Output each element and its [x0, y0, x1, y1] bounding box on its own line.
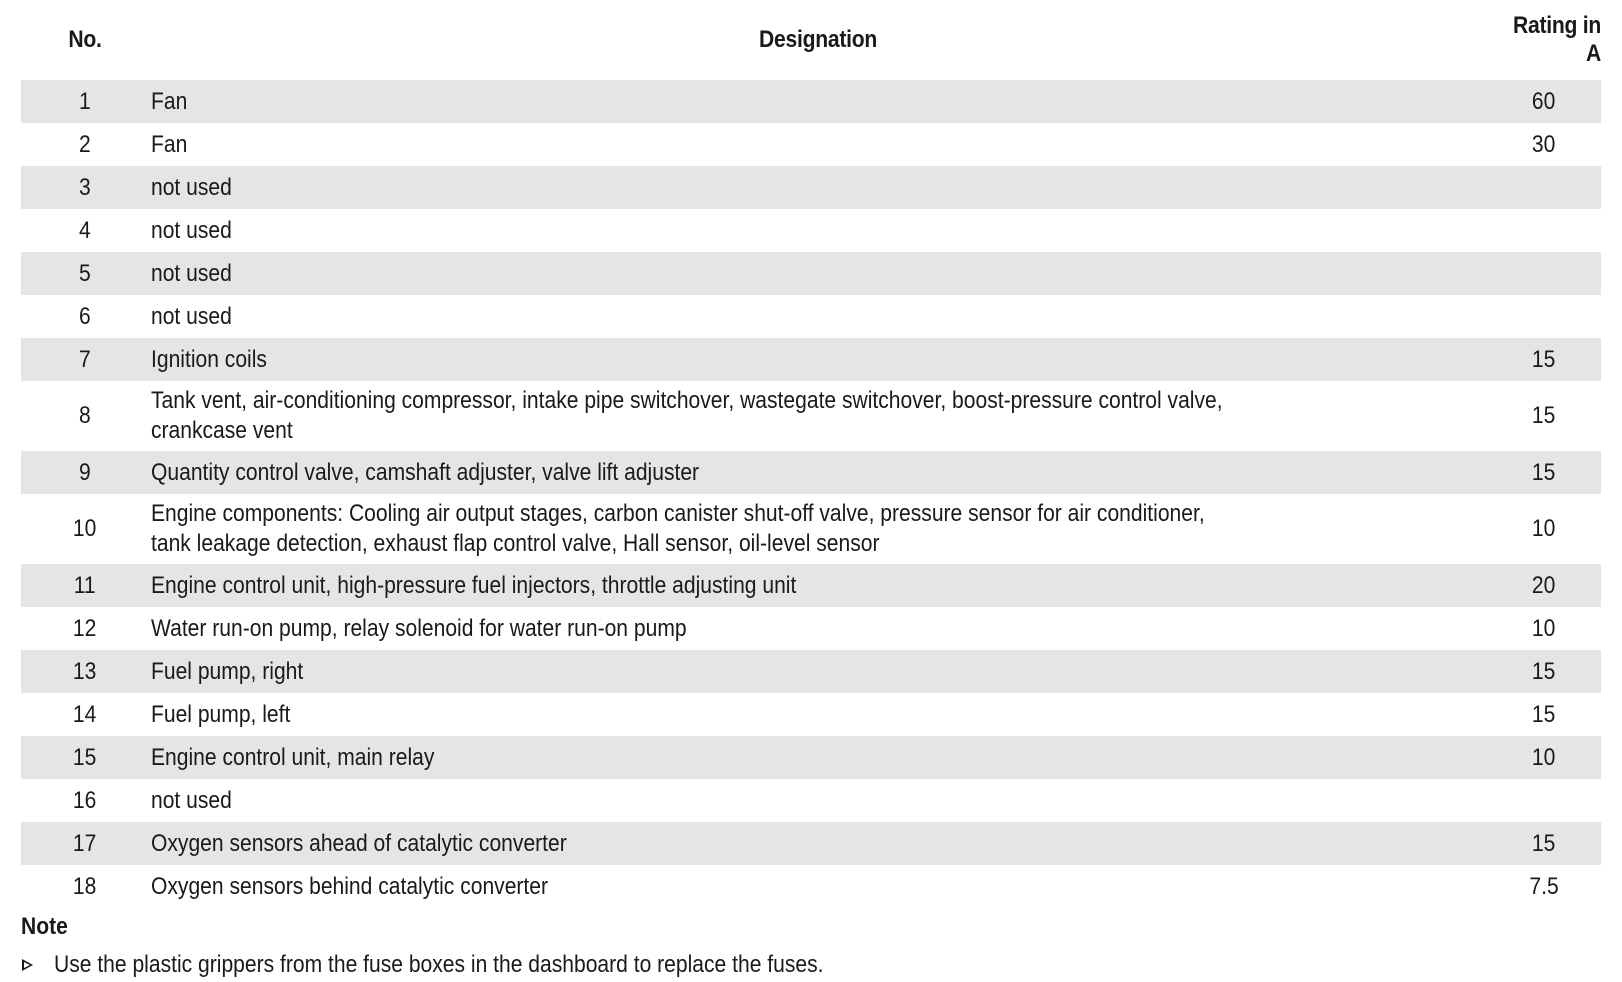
fuse-number: 12: [73, 614, 97, 642]
fuse-designation: Oxygen sensors ahead of catalytic converter: [151, 829, 567, 857]
fuse-designation: not used: [151, 786, 232, 814]
fuse-rating: 7.5: [1529, 872, 1559, 900]
table-body: [21, 80, 1601, 908]
note-text: Use the plastic grippers from the fuse boxes in the dashboard to replace the fuses.: [54, 951, 824, 978]
fuse-rating: 15: [1532, 402, 1556, 429]
fuse-number: 3: [79, 173, 91, 201]
fuse-rating: 10: [1532, 515, 1556, 542]
note-item: [21, 950, 1521, 980]
fuse-number: 13: [73, 657, 97, 685]
fuse-number: 8: [79, 402, 91, 429]
table-row: [21, 338, 1601, 381]
table-row: [21, 650, 1601, 693]
fuse-designation: Ignition coils: [151, 345, 267, 373]
fuse-number: 4: [79, 216, 91, 244]
table-row: [21, 564, 1601, 607]
fuse-designation: Quantity control valve, camshaft adjuster, valve lift adjuster: [151, 458, 700, 486]
fuse-designation-line-2: crankcase vent: [151, 417, 293, 444]
fuse-designation: Water run-on pump, relay solenoid for water run-on pump: [151, 614, 687, 642]
fuse-designation: not used: [151, 302, 232, 330]
note-section: [21, 912, 1521, 980]
fuse-rating: 15: [1532, 458, 1556, 486]
header-designation: Designation: [759, 26, 877, 53]
fuse-designation: not used: [151, 259, 232, 287]
fuse-number: 17: [73, 829, 97, 857]
table-row: [21, 693, 1601, 736]
table-row: [21, 736, 1601, 779]
fuse-rating: 60: [1532, 87, 1556, 115]
fuse-table: [21, 0, 1601, 908]
fuse-number: 16: [73, 786, 97, 814]
fuse-rating: 15: [1532, 345, 1556, 373]
fuse-designation: Oxygen sensors behind catalytic converter: [151, 872, 549, 900]
fuse-designation: Fan: [151, 87, 188, 115]
fuse-number: 15: [73, 743, 97, 771]
fuse-rating: 15: [1532, 829, 1556, 857]
fuse-designation-line-1: Engine components: Cooling air output stages, carbon canister shut-off valve, pressure sensor for air conditioner,: [151, 500, 1205, 527]
table-row: [21, 494, 1601, 564]
table-row: [21, 209, 1601, 252]
fuse-number: 11: [74, 571, 96, 599]
fuse-designation: Engine control unit, main relay: [151, 743, 435, 771]
table-row: [21, 252, 1601, 295]
fuse-designation: not used: [151, 173, 232, 201]
table-row: [21, 607, 1601, 650]
triangle-right-outline-icon: [22, 959, 33, 971]
fuse-rating: 10: [1532, 743, 1556, 771]
fuse-designation: Fuel pump, left: [151, 700, 291, 728]
fuse-number: 9: [79, 458, 91, 486]
note-title: Note: [21, 913, 68, 940]
header-rating: Rating in A: [1513, 12, 1601, 67]
fuse-number: 7: [79, 345, 91, 373]
table-row: [21, 123, 1601, 166]
fuse-designation: Engine control unit, high-pressure fuel injectors, throttle adjusting unit: [151, 571, 797, 599]
table-row: [21, 779, 1601, 822]
table-row: [21, 80, 1601, 123]
fuse-number: 5: [79, 259, 91, 287]
fuse-designation: Fan: [151, 130, 188, 158]
fuse-number: 6: [79, 302, 91, 330]
fuse-designation-line-1: Tank vent, air-conditioning compressor, intake pipe switchover, wastegate switchover, boost-pressure control valve,: [151, 387, 1223, 414]
table-header: [21, 0, 1601, 80]
fuse-rating: 30: [1532, 130, 1556, 158]
fuse-table-page: [21, 0, 1601, 908]
fuse-rating: 20: [1532, 571, 1556, 599]
table-row: [21, 865, 1601, 908]
fuse-designation: Fuel pump, right: [151, 657, 304, 685]
header-no: No.: [68, 26, 102, 53]
fuse-number: 14: [73, 700, 97, 728]
fuse-number: 10: [73, 515, 97, 542]
fuse-designation-line-2: tank leakage detection, exhaust flap control valve, Hall sensor, oil-level sensor: [151, 530, 880, 557]
table-row: [21, 295, 1601, 338]
table-row: [21, 451, 1601, 494]
table-row: [21, 822, 1601, 865]
fuse-rating: 10: [1532, 614, 1556, 642]
table-row: [21, 166, 1601, 209]
table-row: [21, 381, 1601, 451]
fuse-designation: not used: [151, 216, 232, 244]
fuse-number: 18: [73, 872, 97, 900]
fuse-number: 2: [79, 130, 91, 158]
fuse-number: 1: [79, 87, 91, 115]
fuse-rating: 15: [1532, 657, 1556, 685]
fuse-rating: 15: [1532, 700, 1556, 728]
